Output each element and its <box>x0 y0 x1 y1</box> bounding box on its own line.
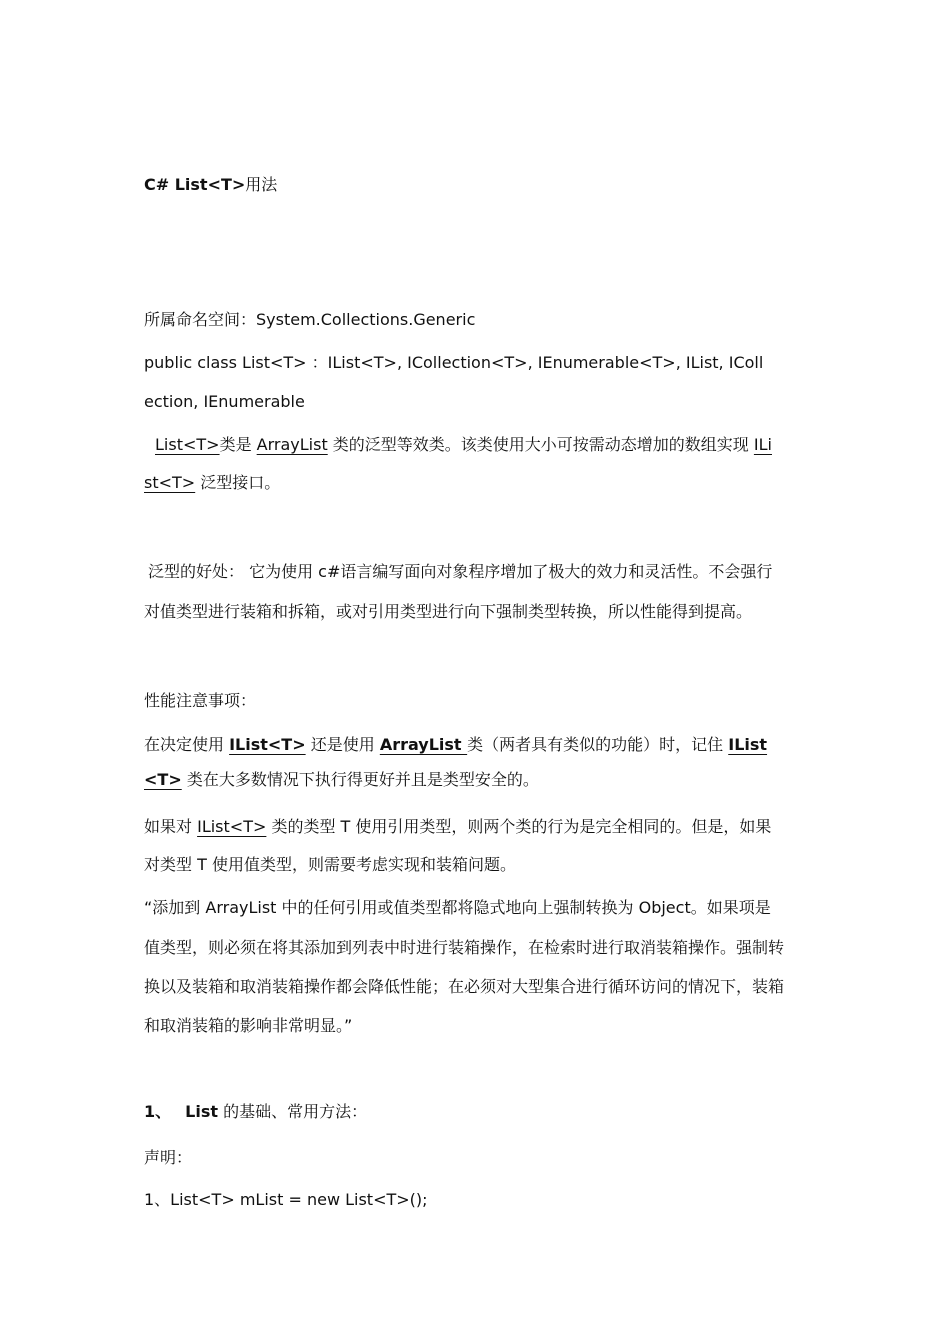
section-1-text: 的基础、常用方法： <box>218 1102 368 1121</box>
intro-line-1 <box>144 434 772 456</box>
benefit-line-2: 对值类型进行装箱和拆箱，或对引用类型进行向下强制类型转换，所以性能得到提高。 <box>144 602 753 621</box>
performance-heading: 性能注意事项： <box>144 691 257 710</box>
declaration-line-1: public class List<T> ：IList<T>, ICollection<T>, IEnumerable<T>, IList, IColl <box>144 353 764 372</box>
link-arraylist[interactable]: ArrayList <box>256 435 328 454</box>
performance-para-1-line-2 <box>144 769 539 791</box>
declare-code: 1、List<T> mList = new List<T>(); <box>144 1190 428 1209</box>
link-ilist-bold-part1[interactable]: IList <box>728 735 768 754</box>
quote-line-1: “添加到 ArrayList 中的任何引用或值类型都将隐式地向上强制转换为 Object。如果项是 <box>144 898 771 917</box>
intro-text-3: 泛型接口。 <box>195 473 281 492</box>
link-ilist-t-bold[interactable]: IList<T> <box>229 735 306 754</box>
intro-line-2 <box>144 472 280 494</box>
quote-line-2: 值类型，则必须在将其添加到列表中时进行装箱操作，在检索时进行取消装箱操作。强制转 <box>144 938 785 957</box>
title-code: C# List<T> <box>144 175 246 194</box>
performance-para-2-line-2: 对类型 T 使用值类型，则需要考虑实现和装箱问题。 <box>144 855 516 874</box>
section-1-number: 1、 <box>144 1102 172 1121</box>
quote-line-4: 和取消装箱的影响非常明显。” <box>144 1016 353 1035</box>
benefit-line-1: 泛型的好处： 它为使用 c#语言编写面向对象程序增加了极大的效力和灵活性。不会强行 <box>148 562 773 581</box>
perf1-text-4: 类在大多数情况下执行得更好并且是类型安全的。 <box>181 770 539 789</box>
perf1-text-2: 还是使用 <box>305 735 380 754</box>
intro-text-1: 类是 <box>219 435 257 454</box>
title-suffix: 用法 <box>245 175 278 194</box>
performance-para-2-line-1 <box>144 816 771 838</box>
declaration-line-2: ection, IEnumerable <box>144 392 305 411</box>
intro-text-2: 类的泛型等效类。该类使用大小可按需动态增加的数组实现 <box>327 435 754 454</box>
perf2-text-1: 如果对 <box>144 817 198 836</box>
declare-label: 声明： <box>144 1148 193 1167</box>
document-title <box>144 174 277 196</box>
section-1-heading <box>144 1101 367 1123</box>
link-ilist-t-part2[interactable]: st<T> <box>144 473 196 492</box>
perf1-text-3: 类（两者具有类似的功能）时，记住 <box>467 735 729 754</box>
section-1-keyword: List <box>185 1102 218 1121</box>
link-ilist-t-part1[interactable]: ILi <box>753 435 772 454</box>
link-list-t[interactable]: List<T> <box>155 435 220 454</box>
perf1-text-1: 在决定使用 <box>144 735 230 754</box>
link-arraylist-bold[interactable]: ArrayList <box>379 735 468 754</box>
link-ilist-t-2[interactable]: IList<T> <box>197 817 267 836</box>
quote-line-3: 换以及装箱和取消装箱操作都会降低性能；在必须对大型集合进行循环访问的情况下，装箱 <box>144 977 785 996</box>
perf2-text-2: 类的类型 T 使用引用类型，则两个类的行为是完全相同的。但是，如果 <box>266 817 772 836</box>
link-ilist-bold-part2[interactable]: <T> <box>144 770 182 789</box>
performance-para-1-line-1 <box>144 734 767 756</box>
namespace-line: 所属命名空间：System.Collections.Generic <box>144 310 476 329</box>
